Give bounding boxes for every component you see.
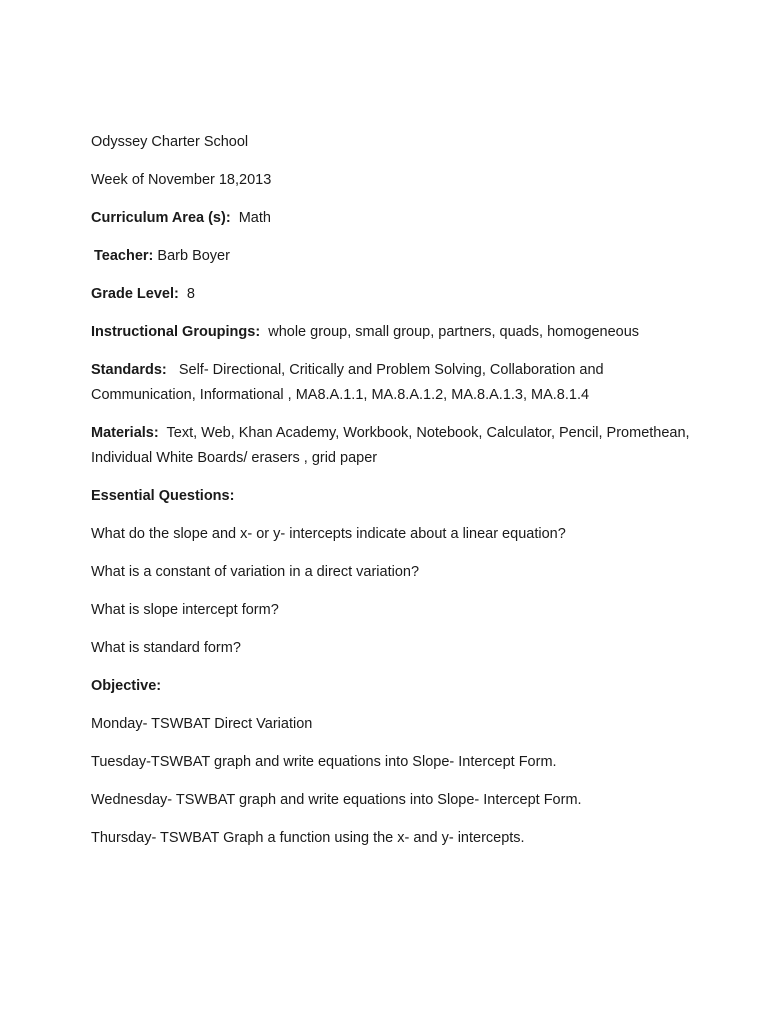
standards-value: Self- Directional, Critically and Problem Solving, Collaboration and Communication, Informational , MA8.A.1.1, MA.8.A.1.2, MA.8.A.1.3, MA.8.1.4 <box>91 362 604 403</box>
instructional-groupings-value: whole group, small group, partners, quads, homogeneous <box>268 324 640 340</box>
essential-question-item: What do the slope and x- or y- intercepts indicate about a linear equation? <box>91 526 566 542</box>
school-name: Odyssey Charter School <box>91 134 249 150</box>
teacher <box>91 244 691 269</box>
standards-label: Standards: <box>91 362 167 378</box>
curriculum-area <box>91 206 691 231</box>
objective-item: Monday- TSWBAT Direct Variation <box>91 716 313 732</box>
instructional-groupings <box>91 320 691 345</box>
instructional-groupings-label: Instructional Groupings: <box>91 324 261 340</box>
essential-question-item: What is standard form? <box>91 640 241 656</box>
objective-item: Thursday- TSWBAT Graph a function using the x- and y- intercepts. <box>91 830 525 846</box>
curriculum-area-label: Curriculum Area (s): <box>91 210 231 226</box>
essential-questions-heading: Essential Questions: <box>91 488 235 504</box>
grade-level-value: 8 <box>186 286 195 302</box>
curriculum-area-value: Math <box>238 210 271 226</box>
objective-heading: Objective: <box>91 678 162 694</box>
materials-label: Materials: <box>91 425 159 441</box>
week-of: Week of November 18,2013 <box>91 172 272 188</box>
essential-question-item: What is a constant of variation in a direct variation? <box>91 564 420 580</box>
objective-item: Wednesday- TSWBAT graph and write equations into Slope- Intercept Form. <box>91 792 582 808</box>
materials-value: Text, Web, Khan Academy, Workbook, Notebook, Calculator, Pencil, Promethean, Individual White Boards/ erasers , grid paper <box>91 425 690 466</box>
grade-level-label: Grade Level: <box>91 286 179 302</box>
materials <box>91 421 691 471</box>
grade-level <box>91 282 691 307</box>
essential-question-item: What is slope intercept form? <box>91 602 279 618</box>
lesson-plan-body <box>91 130 691 864</box>
teacher-label: Teacher: <box>94 248 154 264</box>
standards <box>91 358 691 408</box>
objective-item: Tuesday-TSWBAT graph and write equations into Slope- Intercept Form. <box>91 754 557 770</box>
teacher-value: Barb Boyer <box>157 248 230 264</box>
